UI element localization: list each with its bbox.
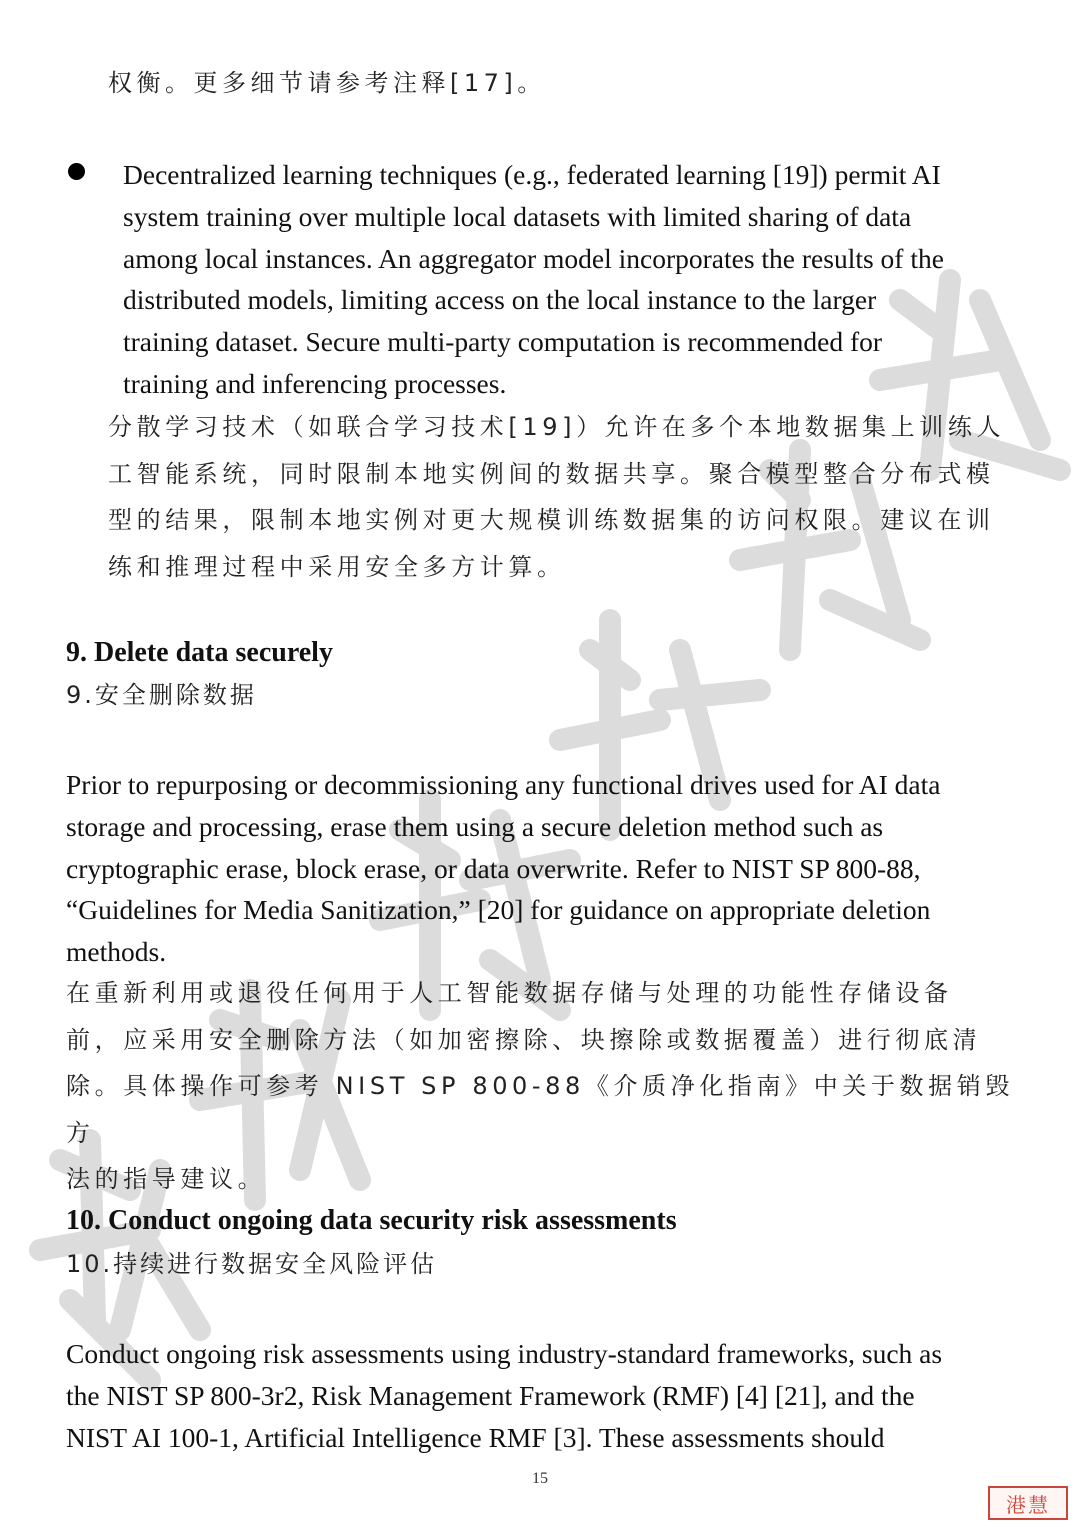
section-10-heading-en: 10. Conduct ongoing data security risk assessments (66, 1205, 677, 1236)
section-9-english-paragraph (66, 764, 1026, 973)
page-number: 15 (532, 1470, 548, 1487)
section-9-en-line: “Guidelines for Media Sanitization,” [20] for guidance on appropriate deletion (66, 894, 931, 926)
section-10-heading-cn: 10.持续进行数据安全风险评估 (66, 1250, 438, 1278)
bullet-cn-line: 型的结果，限制本地实例对更大规模训练数据集的访问权限。建议在训 (108, 506, 995, 534)
section-10-english-paragraph (66, 1333, 1026, 1458)
section-9-cn-line: 法的指导建议。 (66, 1165, 267, 1193)
section-9-en-line: methods. (66, 936, 167, 968)
bullet-english-paragraph (123, 154, 1003, 405)
bullet-cn-line: 练和推理过程中采用安全多方计算。 (108, 552, 566, 581)
section-9-chinese-paragraph (66, 970, 1026, 1203)
stamp-logo-icon (988, 1486, 1068, 1520)
bullet-cn-line: 工智能系统，同时限制本地实例间的数据共享。聚合模型整合分布式模 (108, 459, 995, 488)
bullet-chinese-paragraph (108, 404, 1028, 590)
section-10-en-line: NIST AI 100-1, Artificial Intelligence RMF [3]. These assessments should (66, 1421, 885, 1453)
section-9-en-line: cryptographic erase, block erase, or data overwrite. Refer to NIST SP 800-88, (66, 852, 921, 884)
top-fragment-text: 权衡。更多细节请参考注释[17]。 (108, 69, 546, 97)
bullet-en-line: among local instances. An aggregator model incorporates the results of the (123, 242, 944, 274)
section-10-en-line: the NIST SP 800-3r2, Risk Management Framework (RMF) [4] [21], and the (66, 1379, 915, 1411)
section-9-heading-cn: 9.安全删除数据 (66, 681, 257, 709)
section-9-en-line: Prior to repurposing or decommissioning any functional drives used for AI data (66, 769, 941, 800)
section-9-cn-line: 在重新利用或退役任何用于人工智能数据存储与处理的功能性存储设备 (66, 979, 953, 1007)
section-9-heading-en: 9. Delete data securely (66, 637, 333, 668)
bullet-en-line: Decentralized learning techniques (e.g., federated learning [19]) permit AI (123, 159, 941, 190)
bullet-en-line: system training over multiple local datasets with limited sharing of data (123, 200, 912, 232)
section-9-en-line: storage and processing, erase them using a secure deletion method such as (66, 810, 884, 842)
bullet-cn-line: 分散学习技术（如联合学习技术[19]）允许在多个本地数据集上训练人 (108, 413, 1006, 441)
bullet-en-line: training and inferencing processes. (123, 367, 507, 399)
section-10-en-line: Conduct ongoing risk assessments using industry-standard frameworks, such as (66, 1338, 943, 1369)
section-9-cn-line: 除。具体操作可参考 NIST SP 800-88《介质净化指南》中关于数据销毁方 (66, 1072, 1014, 1147)
bullet-en-line: distributed models, limiting access on the local instance to the larger (123, 284, 877, 316)
bullet-en-line: training dataset. Secure multi-party computation is recommended for (123, 326, 883, 358)
section-9-cn-line: 前，应采用安全删除方法（如加密擦除、块擦除或数据覆盖）进行彻底清 (66, 1025, 982, 1054)
bullet-icon (68, 163, 85, 180)
stamp-logo-text: 港慧 (1006, 1492, 1050, 1517)
